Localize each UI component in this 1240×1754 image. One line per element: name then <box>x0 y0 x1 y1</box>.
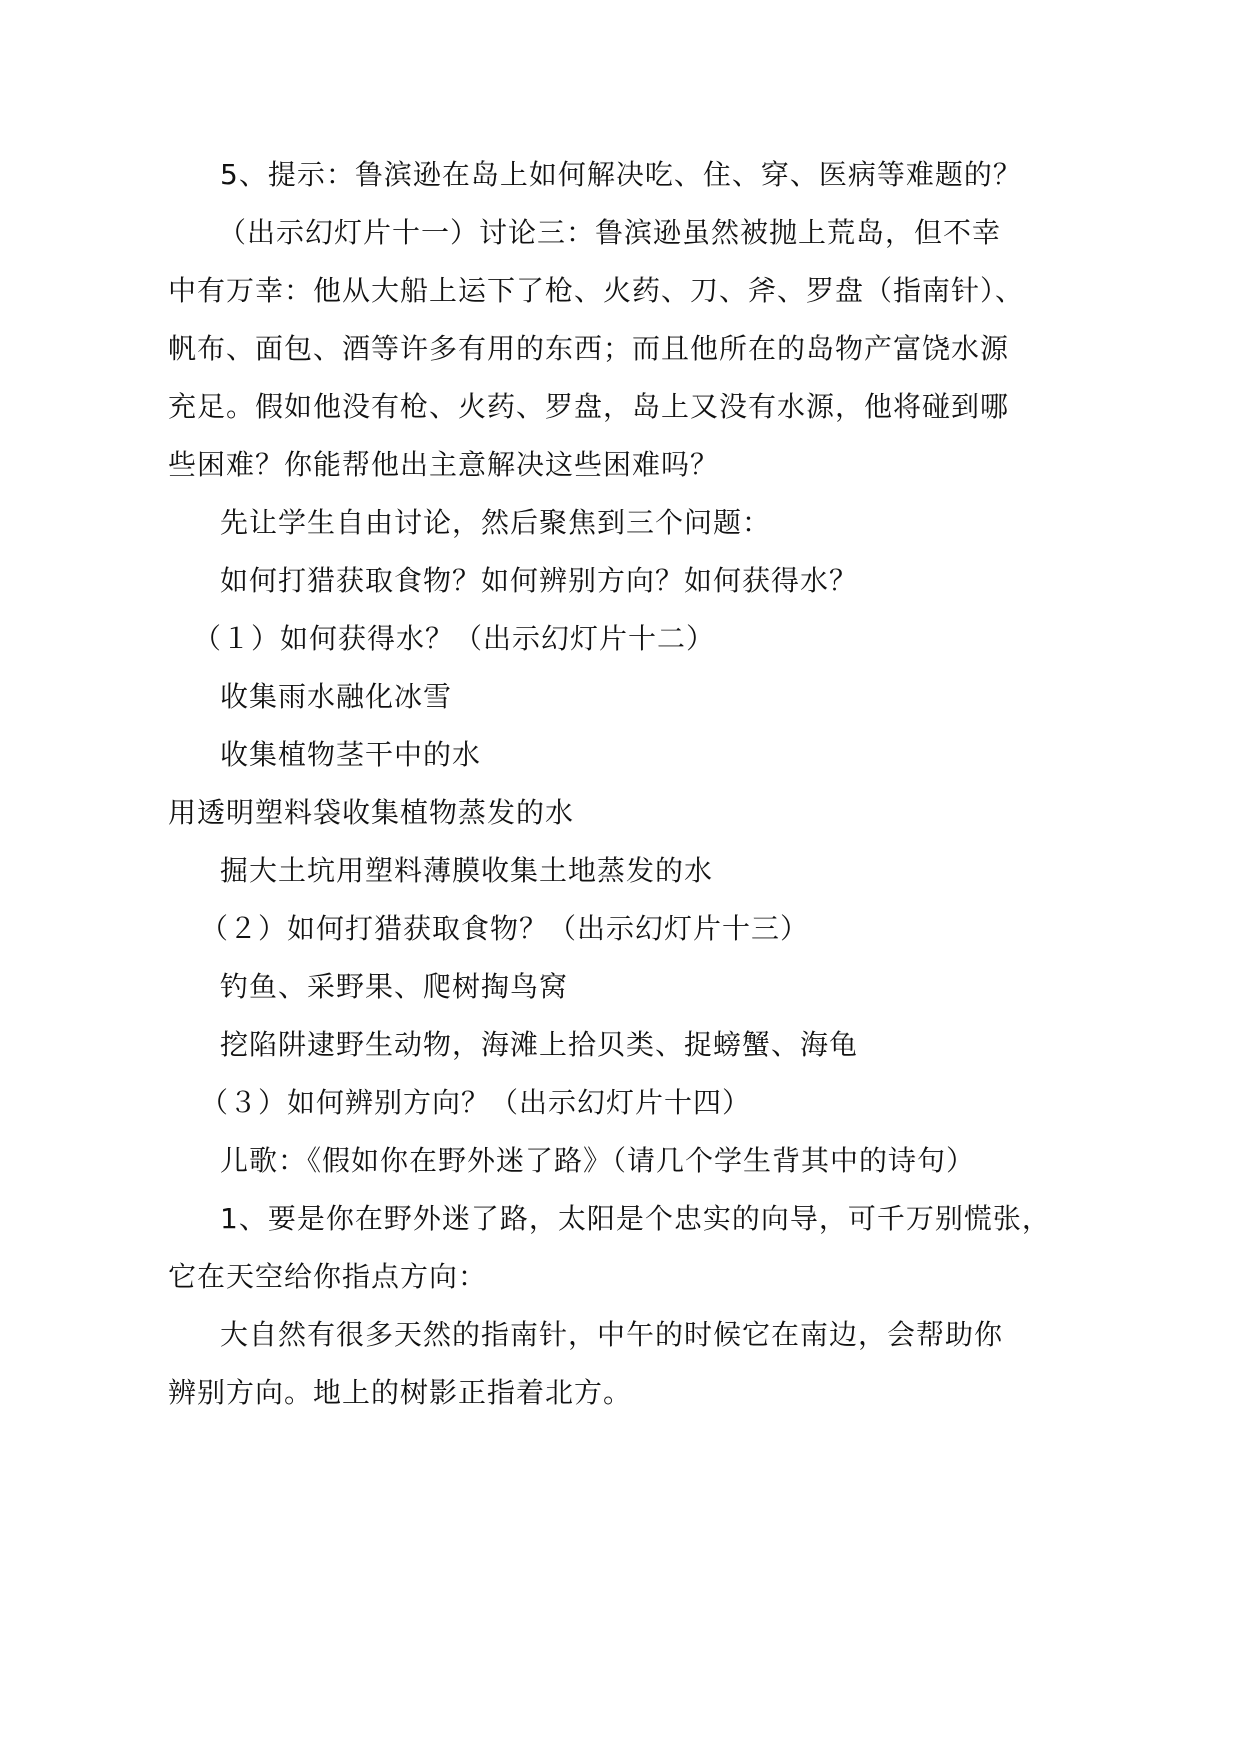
text-line-22: 辨别方向。地上的树影正指着北方。 <box>168 1376 633 1409</box>
text-line-17: （３）如何辨别方向？（出示幻灯片十四） <box>200 1086 752 1119</box>
text-line-11: 收集植物茎干中的水 <box>220 738 482 771</box>
text-line-8: 如何打猎获取食物？如何辨别方向？如何获得水？ <box>220 564 859 597</box>
text-line-21: 大自然有很多天然的指南针，中午的时候它在南边，会帮助你 <box>220 1318 1004 1351</box>
text-line-7: 先让学生自由讨论，然后聚焦到三个问题： <box>220 506 772 539</box>
text-line-6: 些困难？你能帮他出主意解决这些困难吗？ <box>168 448 720 481</box>
text-line-1: 5、提示：鲁滨逊在岛上如何解决吃、住、穿、医病等难题的？ <box>220 158 1022 191</box>
text-line-18: 儿歌：《假如你在野外迷了路》（请几个学生背其中的诗句） <box>220 1144 976 1177</box>
text-line-5: 充足。假如他没有枪、火药、罗盘，岛上又没有水源，他将碰到哪 <box>168 390 1010 423</box>
text-line-15: 钓鱼、采野果、爬树掏鸟窝 <box>220 970 569 1003</box>
text-line-14: （２）如何打猎获取食物？（出示幻灯片十三） <box>200 912 810 945</box>
text-line-10: 收集雨水融化冰雪 <box>220 680 453 713</box>
text-line-12: 用透明塑料袋收集植物蒸发的水 <box>168 796 575 829</box>
text-line-9: （１）如何获得水？（出示幻灯片十二） <box>193 622 716 655</box>
text-line-4: 帆布、面包、酒等许多有用的东西；而且他所在的岛物产富饶水源 <box>168 332 1010 365</box>
text-line-3: 中有万幸：他从大船上运下了枪、火药、刀、斧、罗盘（指南针）、 <box>168 274 1025 307</box>
text-line-20: 它在天空给你指点方向： <box>168 1260 488 1293</box>
text-line-16: 挖陷阱逮野生动物，海滩上拾贝类、捉螃蟹、海龟 <box>220 1028 859 1061</box>
text-line-2: （出示幻灯片十一）讨论三：鲁滨逊虽然被抛上荒岛，但不幸 <box>218 216 1002 249</box>
text-line-13: 掘大土坑用塑料薄膜收集土地蒸发的水 <box>220 854 714 887</box>
text-line-19: 1、要是你在野外迷了路，太阳是个忠实的向导，可千万别慌张， <box>220 1202 1051 1235</box>
